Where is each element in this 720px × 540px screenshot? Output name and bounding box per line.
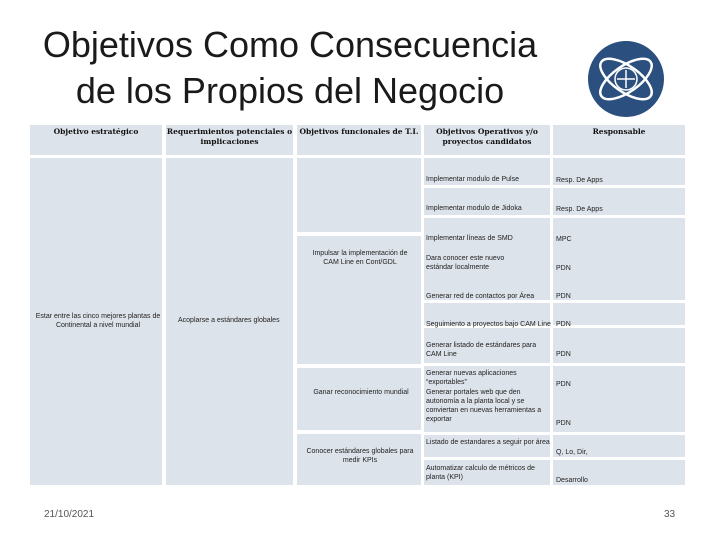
functional-cell-top bbox=[297, 158, 421, 232]
owner-7: PDN bbox=[556, 351, 571, 358]
functional-cell-2 bbox=[297, 368, 421, 430]
owner-4: PDN bbox=[556, 265, 571, 272]
task-3: Implementar líneas de SMD bbox=[426, 235, 513, 242]
task-6: Seguimiento a proyectos bajo CAM Line bbox=[426, 321, 551, 328]
functional-text-1: Impulsar la implementación de CAM Line en Cont/GDL bbox=[312, 250, 408, 266]
task-4: Dara conocer este nuevo estándar localmente bbox=[426, 255, 505, 271]
owner-6: PDN bbox=[556, 321, 571, 328]
strategic-objective-text: Estar entre las cinco mejores plantas de Continental a nivel mundial bbox=[35, 313, 161, 329]
header-operational-objectives: Objetivos Operativos y/o proyectos candidatos bbox=[424, 125, 550, 155]
task-2: Implementar modulo de Jidoka bbox=[426, 205, 522, 212]
owner-11: Desarrollo bbox=[556, 477, 588, 484]
task-9: Generar portales web que den autonomía a la planta local y se conviertan en nuevas herramientas a exportar bbox=[426, 389, 542, 423]
task-10: Listado de estandares a seguir por área bbox=[426, 439, 550, 446]
owner-5: PDN bbox=[556, 293, 571, 300]
task-11: Automatizar calculo de métricos de planta (KPI) bbox=[426, 465, 535, 481]
owner-10: Q, Lo, Dir, bbox=[556, 449, 588, 456]
owner-3: MPC bbox=[556, 236, 572, 243]
task-1: Implementar modulo de Pulse bbox=[426, 176, 519, 183]
owner-8: PDN bbox=[556, 381, 571, 388]
functional-text-3: Conocer estándares globales para medir KPIs bbox=[306, 448, 414, 464]
functional-text-2: Ganar reconocimiento mundial bbox=[313, 389, 409, 396]
owner-1: Resp. De Apps bbox=[556, 177, 603, 184]
page-number: 33 bbox=[664, 509, 676, 520]
task-7: Generar listado de estándares para CAM Line bbox=[426, 342, 537, 358]
footer-date: 21/10/2021 bbox=[44, 509, 95, 520]
header-strategic-objective: Objetivo estratégico bbox=[30, 125, 162, 155]
task-5: Generar red de contactos por Área bbox=[426, 293, 535, 300]
task-8: Generar nuevas aplicaciones “exportables” bbox=[426, 370, 517, 386]
title-line-2: de los Propios del Negocio bbox=[75, 70, 505, 111]
requirement-text: Acoplarse a estándares globales bbox=[178, 317, 280, 324]
header-requirements: Requerimientos potenciales o implicaciones bbox=[166, 125, 293, 155]
header-responsible: Responsable bbox=[553, 125, 685, 155]
owner-9: PDN bbox=[556, 420, 571, 427]
owner-2: Resp. De Apps bbox=[556, 206, 603, 213]
header-functional-objectives: Objetivos funcionales de T.I. bbox=[297, 125, 421, 155]
title-line-1: Objetivos Como Consecuencia bbox=[42, 24, 538, 65]
responsible-cell-3 bbox=[553, 218, 685, 300]
globe-logo-icon bbox=[587, 40, 665, 118]
slide-title bbox=[20, 22, 560, 114]
